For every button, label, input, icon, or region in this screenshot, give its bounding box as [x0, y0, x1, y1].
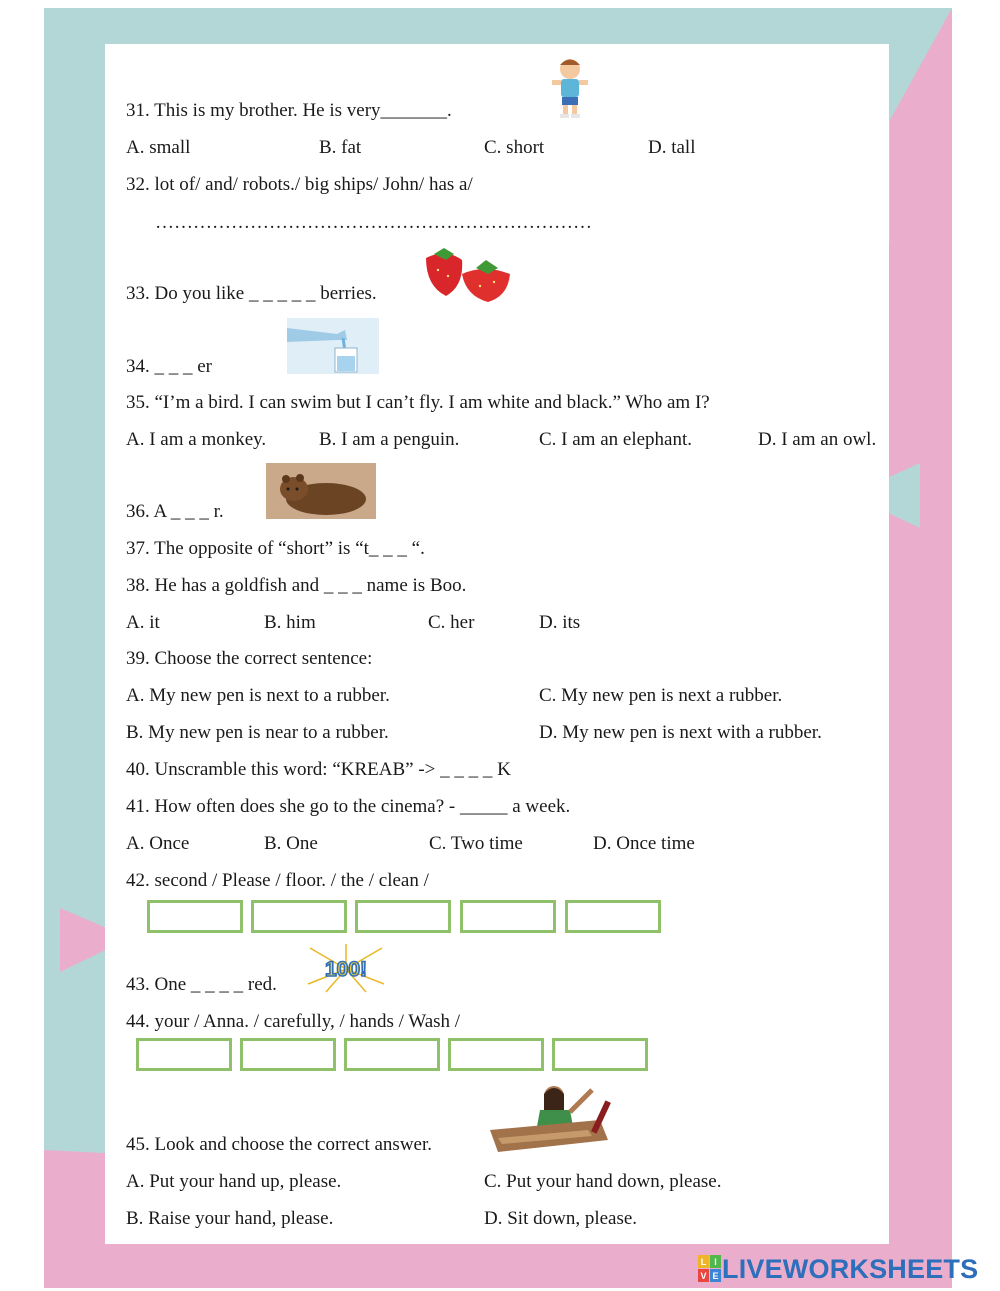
q42-answer-box-4[interactable]: [460, 900, 556, 933]
q42-answer-box-2[interactable]: [251, 900, 347, 933]
q38-option-c[interactable]: C. her: [428, 612, 475, 633]
q31-option-b[interactable]: B. fat: [319, 137, 362, 158]
q42-answer-box-5[interactable]: [565, 900, 661, 933]
tall-boy-picture: [540, 56, 600, 120]
question-40: 40. Unscramble this word: “KREAB” -> _ _ _ _ K: [126, 759, 511, 780]
q42-answer-box-3[interactable]: [355, 900, 451, 933]
q45-option-a[interactable]: A. Put your hand up, please.: [126, 1171, 342, 1192]
q44-answer-box-2[interactable]: [240, 1038, 336, 1071]
q41-option-a[interactable]: A. Once: [126, 833, 190, 854]
svg-text:E: E: [712, 1271, 719, 1281]
question-36: 36. A _ _ _ r.: [126, 501, 224, 522]
q38-option-b[interactable]: B. him: [264, 612, 316, 633]
q45-option-c[interactable]: C. Put your hand down, please.: [484, 1171, 722, 1192]
q35-option-b[interactable]: B. I am a penguin.: [319, 429, 460, 450]
question-31: 31. This is my brother. He is very_______.: [126, 100, 452, 121]
q45-option-d[interactable]: D. Sit down, please.: [484, 1208, 638, 1229]
hundred-badge-picture: [306, 944, 386, 994]
q39-option-b[interactable]: B. My new pen is near to a rubber.: [126, 722, 389, 743]
q38-option-a[interactable]: A. it: [126, 612, 160, 633]
q44-answer-box-5[interactable]: [552, 1038, 648, 1071]
live-cube-icon: [698, 1255, 722, 1283]
question-35: 35. “I’m a bird. I can swim but I can’t fly. I am white and black.” Who am I?: [126, 392, 710, 413]
q31-option-a[interactable]: A. small: [126, 137, 191, 158]
q39-option-a[interactable]: A. My new pen is next to a rubber.: [126, 685, 390, 706]
q32-answer-line[interactable]: ……………………………………………………………: [155, 212, 592, 233]
q35-option-c[interactable]: C. I am an elephant.: [539, 429, 693, 450]
bear-picture: [266, 463, 376, 519]
q42-answer-box-1[interactable]: [147, 900, 243, 933]
question-39: 39. Choose the correct sentence:: [126, 648, 373, 669]
question-45: 45. Look and choose the correct answer.: [126, 1134, 433, 1155]
question-32: 32. lot of/ and/ robots./ big ships/ John/ has a/: [126, 174, 473, 195]
question-34: 34. _ _ _ er: [126, 356, 213, 377]
strawberry-picture: [418, 246, 520, 304]
q41-option-b[interactable]: B. One: [264, 833, 318, 854]
question-42: 42. second / Please / floor. / the / clean /: [126, 870, 429, 891]
q44-answer-box-4[interactable]: [448, 1038, 544, 1071]
question-44: 44. your / Anna. / carefully, / hands / Wash /: [126, 1011, 461, 1032]
question-37: 37. The opposite of “short” is “t_ _ _ “.: [126, 538, 425, 559]
q35-option-d[interactable]: D. I am an owl.: [758, 429, 877, 450]
q35-option-a[interactable]: A. I am a monkey.: [126, 429, 267, 450]
water-picture: [287, 318, 379, 374]
q44-answer-box-1[interactable]: [136, 1038, 232, 1071]
liveworksheets-logo: [698, 1254, 978, 1284]
question-38: 38. He has a goldfish and _ _ _ name is Boo.: [126, 575, 467, 596]
q31-option-c[interactable]: C. short: [484, 137, 545, 158]
q44-answer-box-3[interactable]: [344, 1038, 440, 1071]
q31-option-d[interactable]: D. tall: [648, 137, 696, 158]
svg-text:V: V: [700, 1271, 707, 1281]
q41-option-c[interactable]: C. Two time: [429, 833, 523, 854]
logo-text: LIVEWORKSHEETS: [722, 1253, 979, 1284]
q38-option-d[interactable]: D. its: [539, 612, 581, 633]
girl-at-desk-picture: [488, 1082, 618, 1154]
q39-option-c[interactable]: C. My new pen is next a rubber.: [539, 685, 783, 706]
hundred-badge-text: 100!: [324, 958, 368, 981]
question-41: 41. How often does she go to the cinema? - _____ a week.: [126, 796, 571, 817]
question-43: 43. One _ _ _ _ red.: [126, 974, 277, 995]
q45-option-b[interactable]: B. Raise your hand, please.: [126, 1208, 334, 1229]
q41-option-d[interactable]: D. Once time: [593, 833, 695, 854]
svg-text:I: I: [714, 1257, 717, 1267]
svg-text:L: L: [700, 1257, 707, 1267]
question-33: 33. Do you like _ _ _ _ _ berries.: [126, 283, 377, 304]
q39-option-d[interactable]: D. My new pen is next with a rubber.: [539, 722, 822, 743]
